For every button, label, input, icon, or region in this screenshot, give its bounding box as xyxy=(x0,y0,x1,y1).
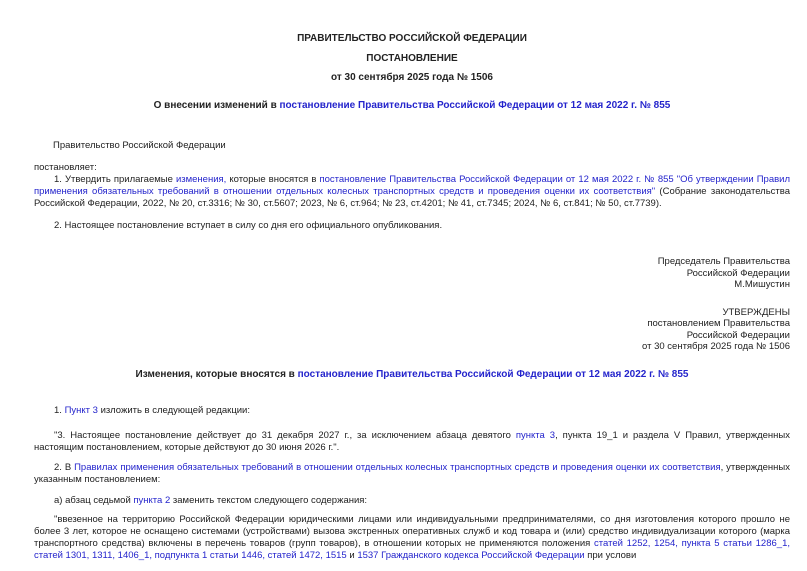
decree-type-title: ПОСТАНОВЛЕНИЕ xyxy=(366,53,458,64)
approved-by-line1: постановлением Правительства xyxy=(647,318,790,329)
approved-by-line2: Российской Федерации xyxy=(686,329,790,341)
approved-block xyxy=(34,307,790,353)
decree-subject xyxy=(34,100,790,112)
link-rules-title[interactable]: Правилах применения обязательных требований в отношении отдельных колесных транспортных средств и проведения оценки их соответствия xyxy=(74,461,721,473)
amendments-title-text: Изменения, которые вносятся в xyxy=(135,368,298,380)
item1-text-1: 1. Утвердить прилагаемые xyxy=(54,174,176,185)
link-decree-855-amendments-title[interactable]: постановление Правительства Российской Федерации от 12 мая 2022 г. № 855 xyxy=(297,368,689,380)
link-civil-code-1537[interactable]: 1537 Гражданского кодекса Российской Федерации xyxy=(357,549,585,561)
decree-subject-text: О внесении изменений в xyxy=(153,100,280,111)
signature-position-line2: Российской Федерации xyxy=(686,267,790,279)
link-civil-code-articles[interactable]: статей 1252, 1254, пункта 5 статьи 1286_1, статей 1301, 1311, 1406_1, подпункта 1 статьи 1446, статей 1472, 1515 xyxy=(34,537,790,561)
amend5-text-3: при услови xyxy=(584,549,637,561)
paragraph-resolves: постановляет: xyxy=(34,162,97,173)
amend4-text-1: а) абзац седьмой xyxy=(54,494,134,506)
amend4-text-2: заменить текстом следующего содержания: xyxy=(170,494,368,506)
amend1-text-1: 1. xyxy=(54,404,65,416)
amendment-paragraph-1 xyxy=(34,405,790,417)
amendment-paragraph-4 xyxy=(34,495,790,507)
link-amendments[interactable]: изменения, xyxy=(175,174,227,185)
amendment-paragraph-5 xyxy=(34,514,790,562)
amend3-text-2: , утвержденных указанным постановлением: xyxy=(34,461,791,485)
link-point-2[interactable]: пункта 2 xyxy=(133,494,171,506)
amend3-text-1: 2. В xyxy=(54,461,75,473)
signature-name: М.Мишустин xyxy=(734,279,790,290)
paragraph-item-2: 2. Настоящее постановление вступает в силу со дня его официального опубликования. xyxy=(54,220,443,231)
paragraph-government-intro: Правительство Российской Федерации xyxy=(53,140,226,151)
document-header xyxy=(34,33,790,84)
amend5-text-2: и xyxy=(346,549,358,561)
link-decree-855-full-title[interactable]: постановление Правительства Российской Федерации от 12 мая 2022 г. № 855 "Об утверждении Правил применения обязательных требований в отношении отдельных колесных транспортных средств и проведения оценки их соответствия" xyxy=(34,174,790,197)
amend2-text-1: "3. Настоящее постановление действует до 31 декабря 2027 г., за исключением абзаца девятого xyxy=(54,429,516,441)
signature-position-line1: Председатель Правительства xyxy=(657,256,790,267)
government-title: ПРАВИТЕЛЬСТВО РОССИЙСКОЙ ФЕДЕРАЦИИ xyxy=(297,33,527,44)
decree-date-number: от 30 сентября 2025 года № 1506 xyxy=(331,72,493,83)
amend1-text-2: изложить в следующей редакции: xyxy=(97,404,251,416)
link-decree-855[interactable]: постановление Правительства Российской Федерации от 12 мая 2022 г. № 855 xyxy=(279,100,671,111)
link-point-3-rules[interactable]: пункта 3 xyxy=(515,429,556,441)
link-point-3[interactable]: Пункт 3 xyxy=(64,404,98,416)
paragraph-item-1 xyxy=(34,174,790,210)
amendment-paragraph-3 xyxy=(34,462,790,486)
amend5-text-1: "ввезенное на территорию Российской Федерации юридическими лицами или индивидуальными предпринимателями, со дня изготовления которого прошло не более 3 лет, которое не оснащено системами (устройствами) вызова экстренных оперативных служб и код товара и (или) средство индивидуализации которого (марка транспортного средства) включены в перечень товаров (групп товаров), в отношении которых не применяются положения xyxy=(34,513,790,549)
amend2-text-2: , пункта 19_1 и раздела V Правил, утвержденных настоящим постановлением, которые действуют до 30 июня 2026 г.". xyxy=(34,429,790,453)
approved-date-number: от 30 сентября 2025 года № 1506 xyxy=(642,341,790,352)
approved-title: УТВЕРЖДЕНЫ xyxy=(722,306,790,318)
amendments-title xyxy=(34,369,790,381)
signature-block xyxy=(34,256,790,291)
item1-text-2: которые вносятся в xyxy=(226,174,320,185)
amendment-paragraph-2 xyxy=(34,430,790,454)
item1-text-3: (Собрание законодательства Российской Федерации, 2022, № 20, ст.3316; № 30, ст.5607; 2023, № 6, ст.964; № 23, ст.4201; № 41, ст.7345; 2024, № 6, ст.841; № 50, ст.7739). xyxy=(34,186,791,209)
